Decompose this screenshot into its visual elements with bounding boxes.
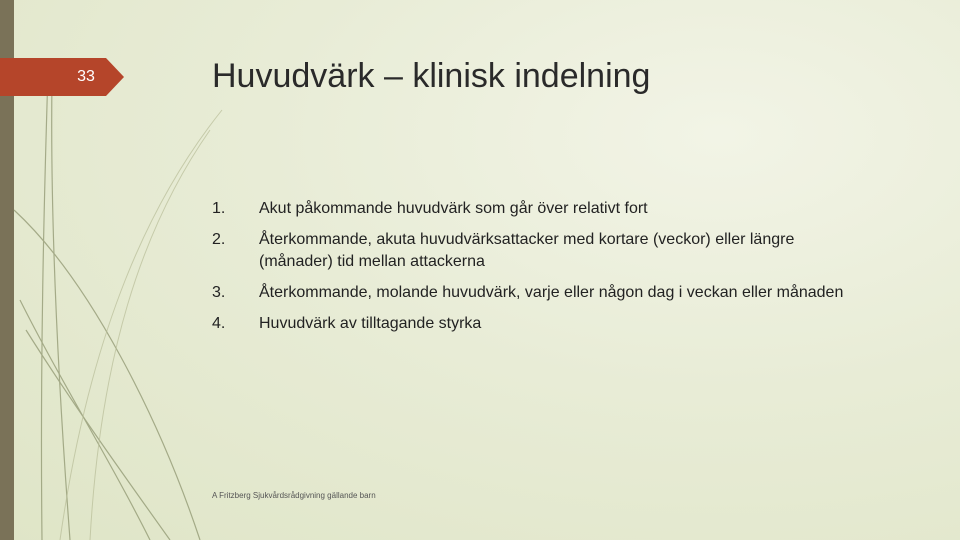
list-item-text: Återkommande, akuta huvudvärksattacker med kortare (veckor) eller längre (månader) tid mellan attackerna	[259, 231, 795, 270]
list-item	[212, 282, 872, 304]
list-item	[212, 198, 872, 220]
list-item-number: 2.	[212, 231, 226, 248]
slide-title: Huvudvärk – klinisk indelning	[212, 57, 651, 95]
list-item	[212, 229, 872, 273]
list-item-number: 3.	[212, 284, 226, 301]
list-item-number: 4.	[212, 315, 226, 332]
list-item-number: 1.	[212, 200, 226, 217]
list-item-text: Akut påkommande huvudvärk som går över relativt fort	[259, 200, 648, 217]
list-item	[212, 313, 872, 335]
list-item-text: Återkommande, molande huvudvärk, varje eller någon dag i veckan eller månaden	[259, 284, 844, 301]
slide-number: 33	[77, 68, 95, 85]
list-item-text: Huvudvärk av tilltagande styrka	[259, 315, 482, 332]
numbered-list	[212, 198, 872, 344]
footer-text: A Fritzberg Sjukvårdsrådgivning gällande barn	[212, 491, 376, 500]
